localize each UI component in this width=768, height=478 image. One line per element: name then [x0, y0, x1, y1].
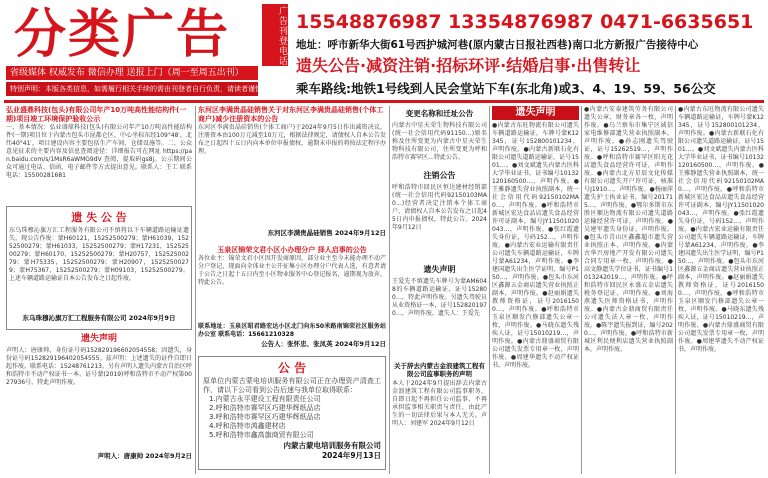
resignation-notice-title: 关于辞去内蒙古金浪建筑工程有限公司监事职务的声明	[394, 362, 485, 378]
loss-statement	[392, 264, 487, 360]
loss-notice-body: 东乌珠穆沁旗万汇工程服务有限公司不慎将以下车辆道路运输证遗失，现公告作废：蒙H60121，15252500279；蒙H61039，15252500279；蒙H61033，15252500279；蒙H17231，15252500279；蒙H60170，15252500279；蒙H20757，15252500279；蒙H75335，15252500279；蒙H20907，15252500279；蒙H75367，15252500279；蒙H09103，15252500279。上述车辆道路运输证自本公告发布之日起作废。	[9, 227, 189, 282]
column-1	[6, 106, 192, 474]
company-notice-list	[203, 395, 381, 440]
column-4	[492, 106, 579, 474]
column-divider	[675, 106, 676, 474]
env-notice-title: 弘业盛鼎科技(包头)有限公司年产10万吨高性能结构件(一期)项目竣工环境保护验收公示	[6, 106, 187, 123]
loss-declaration-banner: 遗失声明	[492, 106, 579, 120]
ad-phone-tag: 广告刊登电话	[262, 4, 288, 66]
loss-declaration	[6, 333, 192, 469]
company-notice-item: 2.呼和浩特市赛罕区巧建华辉纸品店	[209, 404, 321, 412]
header-divider	[4, 100, 764, 103]
company-notice	[198, 356, 386, 470]
page-title: 分类广告	[14, 4, 231, 65]
address-line: 地址：呼市新华大街61号西护城河巷(原内蒙古日报社西巷)南口北方新报广告接待中心	[296, 39, 699, 51]
cancellation-notice-body: 呼和浩特市回民区恒达建材经销部(统一社会信用代码92150103MA0…)经营者决定注销本个体工商户，请债权人自本公告发布之日起45日内申报债权，特此公告。2024年9月12日	[392, 184, 487, 231]
community-notice-date: 公告人：张怀忠、张凤英 2024年9月12日	[261, 340, 386, 348]
cancellation-notice-title: 注销公告	[423, 171, 456, 180]
loss-declaration-list: ●内蒙古东旺物流有限公司遗失车辆道路运输证，车牌号蒙K12345，证号152800101234，声明作废。●内蒙古新联石化有限公司遗失道路运输证，证号1501…。●刘文斌遗失内蒙古医科大学毕业证书，证书编号10132120160500…，声明作废。●王雅静遗失营业执照副本，统一社会信用代码92150102MA0…，声明作废。●呼和浩特市新城区宏达食品店遗失食品经营许可证副本，编号JY11501020043…，声明作废。●张红霞遗失身份证，号码152…，声明作废。●内蒙古宏业运输有限责任公司遗失车辆道路运输证，车牌号蒙A61234，声明作废。●李建国遗失出生医学证明，编号P150…，声明作废。●包头市东河区鑫源五金商店遗失营业执照正副本，声明作废。●赵丽娟遗失教师资格证，证号20161500…，声明作废。●呼和浩特市玉泉区顺发汽修部遗失公章一枚，声明作废。●马晓东遗失残疾人证，证号15010219…，声明作废。●内蒙古鼎盛商贸有限公司遗失发票专用章一枚，声明作废。●周建华遗失不动产权证书，声明作废。	[492, 122, 579, 369]
column-divider	[389, 106, 390, 474]
env-notice	[6, 106, 192, 204]
env-notice-body: 一、基本情况：弘业盛鼎科技(包头)有限公司年产10万吨高性能结构件(一期)项目位于内蒙古包头市昆都仑区，中心坐标东经109°48′，北纬40°41′，项目建设内容主要包括生产车间、仓储设施等。二、公众意见征求的主要内容及信息查阅途径：详细报告可在网址 https://pan.baidu.com/s/1MsR6aWMG9dV 查阅，提取码gs8j。公示期间公众可通过电话、信函、电子邮件等方式提出意见。联系人：王工 联系电话：15500281681	[6, 124, 192, 179]
loss-notice-sign: 东乌珠穆沁旗万汇工程服务有限公司 2024年9月9日	[22, 314, 176, 322]
capital-reduction-title: 东河区李满贵晶硅销售关于对东河区李满贵晶硅销售(个体工商户)减少注册资本的公告	[198, 106, 384, 123]
company-notice-intro: 原单位内蒙古蒙电培训服务有限公司正在办理资产清查工作，请以下公司看到公告后速与我单位取得联系：	[203, 377, 381, 394]
column-divider	[195, 106, 196, 474]
company-notice-item: 1.内蒙古永平建设工程有限责任公司	[209, 395, 321, 403]
loss-declaration-body: 声明人：唐康帅，身份证号码152829196602054558；因遗失，身份证号码152829196402054555。兹声明：上述遗失的证件自即日起作废。联系电话：15248761213。另有声明人遗失内蒙古自治区呼和浩特市不动产权证书一本，证号蒙(2019)呼和浩特市不动产权第0027936号，特此声明作废。	[6, 347, 192, 386]
company-notice-date: 2024年9月13日	[321, 451, 381, 460]
column-5	[584, 106, 673, 474]
company-notice-sign: 内蒙古蒙电培训服务有限公司	[283, 441, 381, 450]
loss-declaration-list-cont: ●内蒙古安泰建筑劳务有限公司遗失公章、财务章各一枚，声明作废。●乌兰察布市集宁区诚信家电维修部遗失营业执照副本，声明作废。●孙志刚遗失驾驶证，证号15262519…，声明作废。●呼和浩特市赛罕区阳光花店遗失食品经营许可证，声明作废。●内蒙古北方星辰文化传媒有限公司遗失开户许可证，核准号J1910…，声明作废。●杨丽萍遗失护士执业证书，编号201715…，声明作废。●鄂尔多斯市东胜区顺达物流有限公司遗失道路运输经营许可证，声明作废。●吴建军遗失身份证，声明作废。●包头市青山区鑫鑫超市遗失营业执照正本，声明作废。●内蒙古华兴房地产开发有限公司遗失合同专用章一枚，声明作废。●高文静遗失学位证书，证书编号1013242019…，声明作废。●呼和浩特市回民区永盛五金店遗失税务登记证，声明作废。●刘海燕遗失医师资格证书，声明作废。●内蒙古金鼎商贸有限责任公司遗失法人章一枚，声明作废。●陈宇遗失报到证，编号2020…，声明作废。●呼和浩特市新城区利民便利店遗失营业执照副本，声明作废。	[584, 106, 673, 353]
column-6	[678, 106, 764, 474]
phone-numbers: 15548876987 13354876987 0471-6635651	[296, 11, 754, 33]
company-notice-item: 4.呼和浩特市鸿鑫建材店	[209, 422, 286, 430]
category-line: 遗失公告·减资注销·招标环评·结婚启事·出售转让	[296, 56, 641, 75]
community-notice-body: 各位业主：锦荣文君小区因开发商原因，部分业主至今未能办理不动产分户登记，现面向全体业主公开征集小区办理分户代表人选，有意者请于公告之日起十五日内至小区物业服务中心登记报名，逾期视为放弃，特此公告。	[198, 255, 386, 286]
slogan-strip: 省级媒体 权威发布 微信办理 送报上门（周一至周五出刊）	[6, 66, 258, 80]
resignation-notice-body: 本人于2024年9月提出辞去内蒙古金浪建筑工程有限公司监事职务，自即日起不再担任公司监事，不再承担监事相关职责与责任，由此产生的一切法律后果与本人无关。声明人：刘建军 2024年9月12日	[392, 380, 487, 427]
company-notice-item: 3.呼和浩特市赛罕区巧建华辉纸品店	[209, 413, 321, 421]
loss-declaration-title: 遗失声明	[80, 334, 117, 344]
cancellation-notice	[392, 170, 487, 262]
capital-reduction-sign: 东河区李满贵晶硅销售 2024年9月12日	[267, 229, 386, 237]
resignation-notice	[392, 362, 487, 478]
capital-reduction-body: 东河区李满贵晶硅销售(个体工商户)于2024年9月5日作出减资决议，注册资本由100万元减至10万元，根据法律规定，请债权人自本公告发布之日起四十五日内向本单位申报债权，逾期未申报的将按法定程序办理。	[198, 124, 386, 155]
column-3	[392, 106, 487, 474]
bus-route: 乘车路线:地铁1号线到人民会堂站下车(东北角)或3、4、19、59、56公交	[296, 81, 716, 96]
loss-notice	[6, 206, 192, 330]
capital-reduction-notice	[198, 106, 386, 246]
loss-notice-title: 遗 失 公 告	[71, 211, 127, 224]
column-2	[198, 106, 386, 474]
loss-statement-body: 王爱先不慎遗失车牌号为蒙AM6048的车辆道路运输证，证号152800…，特此声明作废。另遗失驾驶员从业资格证一本，证号1528201970…，声明作废。遗失人：王爱先	[392, 278, 487, 317]
rename-notice-body: 内蒙古中星天荣生物科技有限公司(统一社会信用代码91150…)原名称及住所变更为内蒙古中星天荣生物科技有限公司，住所变更为呼和浩特市赛罕区…特此公告。	[392, 122, 487, 161]
company-notice-item: 5.呼和浩特市鑫高旗商贸有限公司	[209, 431, 314, 439]
community-notice	[198, 246, 386, 356]
column-divider	[581, 106, 582, 474]
rename-notice	[392, 108, 487, 168]
community-notice-contact: 联系地址：玉泉区昭君路宏达小区北门向东50米路南锦荣社区服务站办公室 联系电话：15661210328	[198, 323, 386, 338]
column-divider	[489, 106, 490, 474]
company-notice-title: 公 告	[277, 361, 307, 375]
rename-notice-title: 变更名称和迁址公告	[405, 109, 474, 118]
loss-declaration-list-cont: ●内蒙古东旺物流有限公司遗失车辆道路运输证，车牌号蒙K12345，证号152800101234，声明作废。●内蒙古新联石化有限公司遗失道路运输证，证号1501…。●刘文斌遗失内蒙古医科大学毕业证书，证书编号10132120160500…，声明作废。●王雅静遗失营业执照副本，统一社会信用代码92150102MA0…，声明作废。●呼和浩特市新城区宏达食品店遗失食品经营许可证副本，编号JY11501020043…，声明作废。●张红霞遗失身份证，号码152…，声明作废。●内蒙古宏业运输有限责任公司遗失车辆道路运输证，车牌号蒙A61234，声明作废。●李建国遗失出生医学证明，编号P150…，声明作废。●包头市东河区鑫源五金商店遗失营业执照正副本，声明作废。●赵丽娟遗失教师资格证，证号20161500…，声明作废。●呼和浩特市玉泉区顺发汽修部遗失公章一枚，声明作废。●马晓东遗失残疾人证，证号15010219…，声明作废。●内蒙古鼎盛商贸有限公司遗失发票专用章一枚，声明作废。●周建华遗失不动产权证书，声明作废。	[678, 106, 764, 353]
community-notice-title: 玉泉区锦荣文君小区小办理分户 择人启事的公告	[217, 246, 367, 254]
disclaimer-strip: 特别声明：本版各类信息，如需履行相关手续的需由刊登者自行负责，请读者谨慎选择，本报不承担法律责任	[6, 82, 258, 96]
loss-declaration-sign: 声明人：唐康帅 2024年9月2日	[97, 452, 192, 460]
loss-statement-title: 遗失声明	[423, 265, 456, 274]
